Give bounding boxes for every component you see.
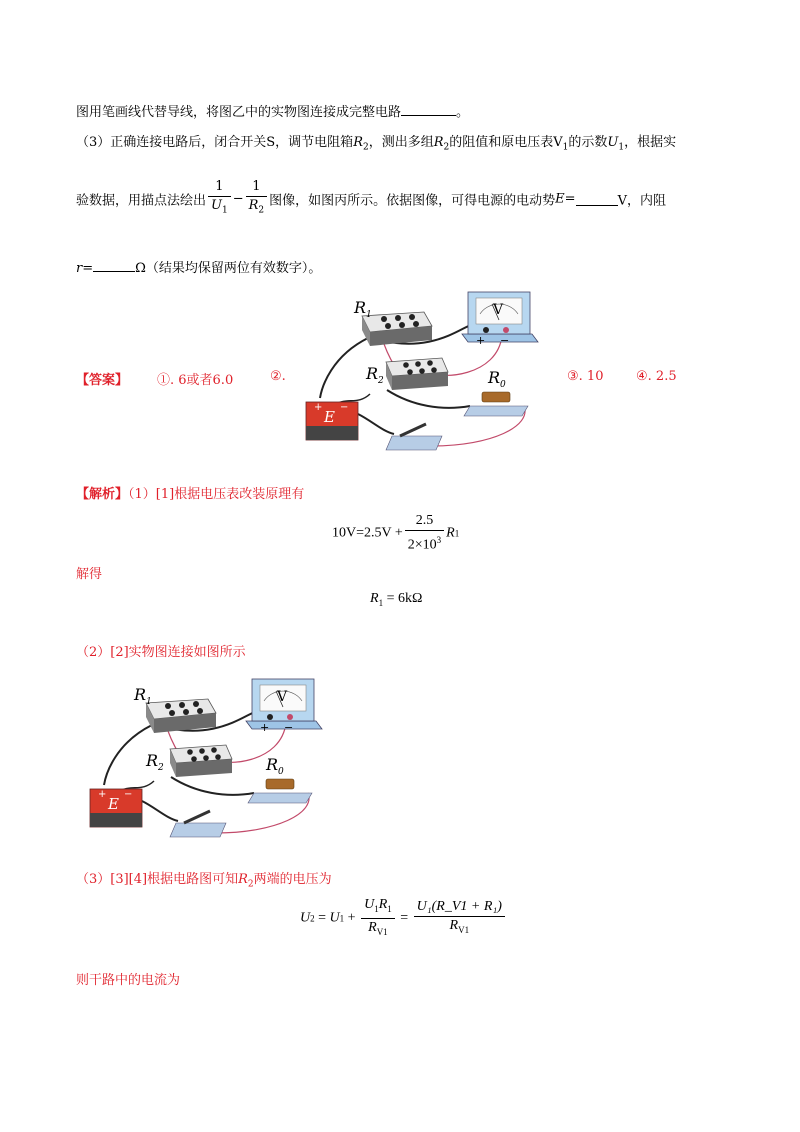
eq3-fraction-2 <box>414 898 505 939</box>
battery-minus: − <box>124 789 133 800</box>
var-r: R <box>378 897 388 912</box>
circuit-diagram-analysis <box>76 673 328 849</box>
q3-text: Ω（结果均保留两位有效数字）。 <box>135 261 322 276</box>
var-r1: R <box>446 525 455 541</box>
sub: 1 <box>221 205 228 216</box>
r-letter: R <box>366 364 379 383</box>
battery-label: E <box>108 795 119 813</box>
solve-label: 解得 <box>76 567 103 582</box>
label-r2 <box>146 751 164 773</box>
sub: 0 <box>278 767 284 778</box>
q3-text: （3）正确连接电路后，闭合开关S，调节电阻箱 <box>76 135 354 150</box>
q3-text: ，测出多组 <box>368 135 434 150</box>
var-r2: R <box>238 872 248 887</box>
var-r2: R <box>433 135 444 150</box>
plus: + <box>344 910 360 926</box>
analysis-label: 【解析】 <box>76 487 129 502</box>
var-u2: U <box>300 910 311 926</box>
battery-plus: + <box>98 789 107 800</box>
den-text: 2×10 <box>407 537 437 553</box>
meter-label: V <box>493 302 504 318</box>
numerator: 1 <box>208 178 231 197</box>
var-r2: R <box>248 198 259 213</box>
q2-tail-text: 图用笔画线代替导线，将图乙中的实物图连接成完整电路 <box>76 105 402 120</box>
analysis-p3 <box>76 868 332 890</box>
circuit-illustration <box>292 286 544 462</box>
equation-3 <box>300 896 507 941</box>
var-r2: R <box>353 135 363 150</box>
answer-1: ①. 6或者6.0 <box>157 373 234 388</box>
sub: 1 <box>562 142 569 153</box>
sub: 2 <box>443 142 450 153</box>
r-letter: R <box>134 685 147 704</box>
sub: 2 <box>310 913 315 924</box>
var-u1: U <box>211 198 222 213</box>
numerator <box>361 896 395 919</box>
sub: 0 <box>500 380 506 391</box>
r-letter: R <box>146 751 159 770</box>
meter-label: V <box>277 689 288 705</box>
p3-text: 两端的电压为 <box>253 872 332 887</box>
sub: V1 <box>376 926 388 937</box>
answer-3: ③. 10 <box>567 369 604 384</box>
var-u1: U <box>329 910 340 926</box>
q3-text: 的示数 <box>568 135 608 150</box>
equation-2 <box>370 591 422 608</box>
numerator: 1 <box>246 178 268 197</box>
var-r1: R <box>370 591 379 606</box>
denominator <box>246 197 268 220</box>
analysis-p1: （1）[1]根据电压表改装原理有 <box>128 487 305 502</box>
answer-2: ②. <box>270 369 286 384</box>
answer-blank <box>93 258 135 272</box>
numerator: U₁(R_V1 + R₁) <box>414 898 505 917</box>
fraction-1-over-r2 <box>246 178 268 220</box>
sub: V1 <box>458 924 470 935</box>
equation-1 <box>332 512 459 555</box>
sub: 1 <box>366 310 372 321</box>
var-e: E <box>555 191 565 207</box>
circuit-diagram-answer <box>292 286 544 462</box>
label-r0 <box>488 368 506 390</box>
sub: 2 <box>258 205 265 216</box>
answer-blank <box>401 102 456 116</box>
p3-text: （3）[3][4]根据电路图可知 <box>76 872 239 887</box>
analysis-header <box>76 483 304 502</box>
exp: 3 <box>436 535 442 545</box>
label-r1 <box>134 685 152 707</box>
analysis-last: 则干路中的电流为 <box>76 973 181 988</box>
var-u: U <box>364 897 375 912</box>
sub: 1 <box>378 597 384 608</box>
circuit-illustration <box>76 673 328 849</box>
question-3-line-1 <box>76 131 676 153</box>
equals: = <box>396 910 412 926</box>
question-3-line-3 <box>76 257 321 276</box>
var-r: R <box>449 917 459 933</box>
answer-blank <box>576 192 618 206</box>
denominator <box>405 531 444 555</box>
meter-plus: + <box>260 721 270 734</box>
battery-minus: − <box>340 402 349 413</box>
q3-text: V，内阻 <box>617 193 666 209</box>
denominator <box>361 919 395 941</box>
eq3-fraction-1 <box>361 896 395 941</box>
q3-text: 图像，如图丙所示。依据图像，可得电源的电动势 <box>269 193 556 209</box>
meter-plus: + <box>476 334 486 347</box>
label-r1 <box>354 298 372 320</box>
meter-minus: − <box>500 334 510 347</box>
sub: 1 <box>339 913 345 924</box>
question-2-tail <box>76 101 469 120</box>
sub: 1 <box>374 903 379 914</box>
equals: = <box>82 261 94 276</box>
answer-4: ④. 2.5 <box>636 369 677 384</box>
question-3-line-2 <box>76 178 666 220</box>
denominator <box>208 197 231 220</box>
eq1-left: 10V=2.5V + <box>332 525 403 541</box>
var-u1: U <box>607 135 619 150</box>
eq2-rest: = 6kΩ <box>383 591 423 606</box>
meter-minus: − <box>284 721 294 734</box>
battery-plus: + <box>314 402 323 413</box>
r-letter: R <box>488 368 501 387</box>
fraction-1-over-u1 <box>208 178 231 220</box>
sub: 2 <box>378 376 384 387</box>
sub: 2 <box>362 142 369 153</box>
q3-text: 的阻值和原电压表V <box>449 135 563 150</box>
var-r: R <box>368 919 377 935</box>
sub: 2 <box>158 763 164 774</box>
sub: 1 <box>387 903 392 914</box>
q3-text: ，根据实 <box>624 135 677 150</box>
sub: 2 <box>247 879 254 890</box>
denominator <box>414 917 505 939</box>
numerator: 2.5 <box>405 512 444 531</box>
minus-sign: − <box>232 191 244 207</box>
equals: = <box>314 910 330 926</box>
analysis-p2: （2）[2]实物图连接如图所示 <box>76 645 246 660</box>
answer-label: 【答案】 <box>76 373 129 388</box>
r-letter: R <box>266 755 279 774</box>
period: 。 <box>456 105 470 120</box>
var-r: r <box>76 261 83 276</box>
sub: 1 <box>618 142 625 153</box>
label-r0 <box>266 755 284 777</box>
r-letter: R <box>354 298 367 317</box>
sub: 1 <box>454 528 460 539</box>
battery-label: E <box>324 408 335 426</box>
label-r2 <box>366 364 384 386</box>
sub: 1 <box>146 697 152 708</box>
q3-text: 验数据，用描点法绘出 <box>76 193 207 209</box>
eq1-fraction <box>405 512 444 555</box>
equals: = <box>564 191 576 207</box>
